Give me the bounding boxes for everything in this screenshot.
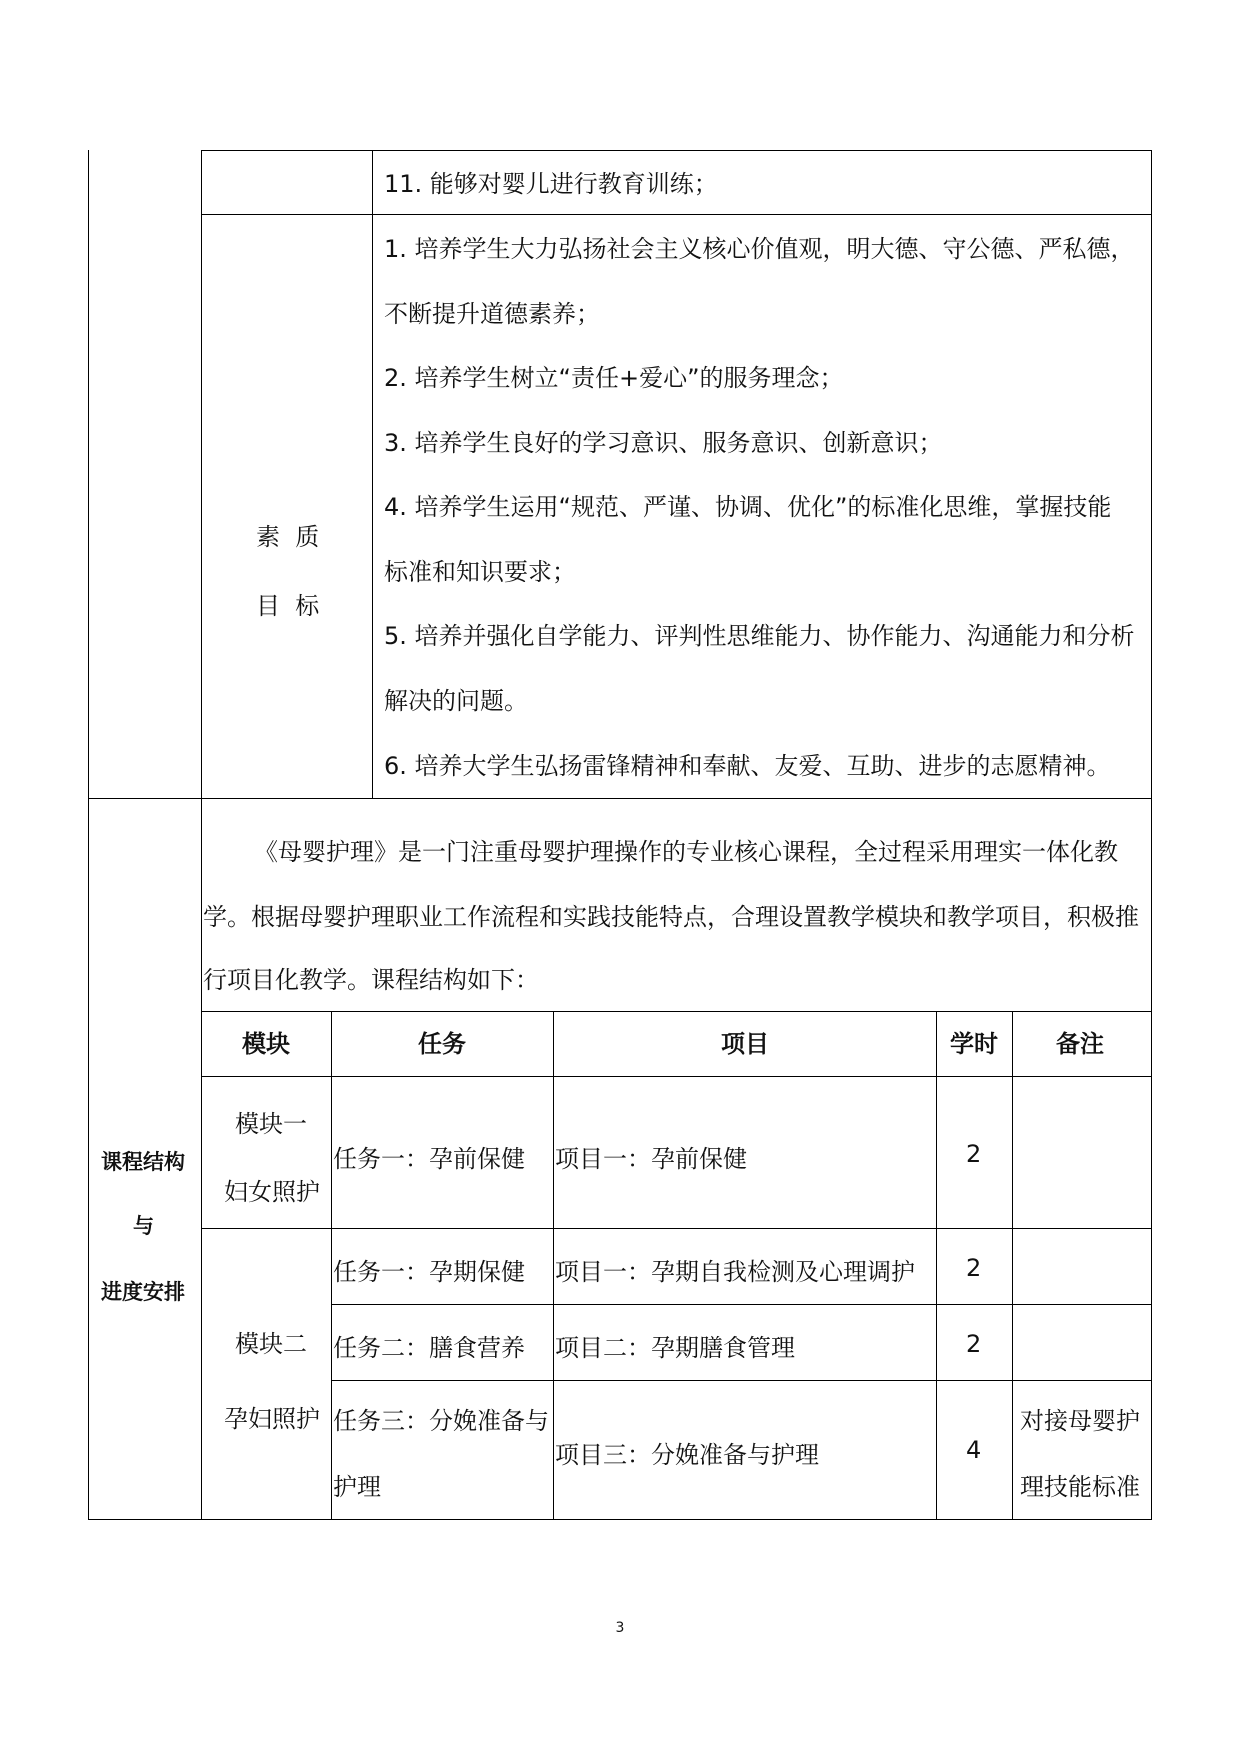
quality-goal-line: 3. 培养学生良好的学习意识、服务意识、创新意识；: [384, 429, 943, 457]
quality-goal-line: 标准和知识要求；: [384, 558, 576, 586]
module1-hours: 2: [966, 1140, 982, 1168]
module2-row2-hours: 2: [966, 1330, 982, 1358]
intro-line: 行项目化教学。课程结构如下：: [203, 966, 539, 994]
header-note: 备注: [1056, 1030, 1104, 1058]
grid-line: [201, 214, 1152, 215]
grid-line: [88, 1519, 1152, 1520]
module2-row1-task: 任务一：孕期保健: [333, 1258, 525, 1286]
module2-name-line1: 模块二: [235, 1330, 307, 1358]
grid-line: [201, 1011, 1152, 1012]
module1-task: 任务一：孕前保健: [333, 1145, 525, 1173]
grid-line: [372, 150, 373, 798]
module2-row3-note-line2: 理技能标准: [1020, 1473, 1140, 1501]
course-structure-label-line1: 课程结构: [101, 1150, 185, 1174]
quality-goal-line: 2. 培养学生树立“责任+爱心”的服务理念；: [384, 364, 844, 392]
header-project: 项目: [721, 1030, 769, 1058]
grid-line: [201, 1076, 1152, 1077]
page-number: 3: [615, 1620, 625, 1636]
quality-goal-line: 不断提升道德素养；: [384, 300, 600, 328]
grid-line: [1012, 1011, 1013, 1520]
grid-line: [88, 798, 1152, 799]
quality-goal-line: 5. 培养并强化自学能力、评判性思维能力、协作能力、沟通能力和分析: [384, 622, 1135, 650]
header-hours: 学时: [950, 1030, 998, 1058]
course-structure-label-line2: 与: [133, 1214, 154, 1238]
grid-line: [331, 1380, 1152, 1381]
grid-line: [201, 1228, 1152, 1229]
grid-line: [201, 150, 202, 1520]
course-structure-label-line3: 进度安排: [101, 1280, 185, 1304]
module1-name-line2: 妇女照护: [224, 1178, 320, 1206]
quality-goals-label-line2: 目 标: [256, 592, 320, 620]
quality-goal-line: 解决的问题。: [384, 687, 528, 715]
module2-row1-hours: 2: [966, 1254, 982, 1282]
module2-row3-hours: 4: [966, 1436, 982, 1464]
quality-goal-line: 4. 培养学生运用“规范、严谨、协调、优化”的标准化思维，掌握技能: [384, 493, 1112, 521]
skill-item-11: 11. 能够对婴儿进行教育训练；: [384, 170, 718, 198]
quality-goal-line: 6. 培养大学生弘扬雷锋精神和奉献、友爱、互助、进步的志愿精神。: [384, 752, 1111, 780]
module2-row3-project: 项目三：分娩准备与护理: [555, 1441, 819, 1469]
module1-project: 项目一：孕前保健: [555, 1145, 747, 1173]
grid-line: [553, 1011, 554, 1520]
quality-goals-label-line1: 素 质: [256, 523, 320, 551]
quality-goal-line: 1. 培养学生大力弘扬社会主义核心价值观，明大德、守公德、严私德，: [384, 235, 1135, 263]
intro-line: 学。根据母婴护理职业工作流程和实践技能特点，合理设置教学模块和教学项目，积极推: [203, 903, 1139, 931]
grid-line: [936, 1011, 937, 1520]
grid-line: [88, 150, 89, 1520]
header-module: 模块: [242, 1030, 290, 1058]
module2-name-line2: 孕妇照护: [224, 1405, 320, 1433]
grid-line: [1151, 150, 1152, 1520]
module1-name-line1: 模块一: [235, 1110, 307, 1138]
module2-row3-note-line1: 对接母婴护: [1020, 1407, 1140, 1435]
module2-row2-project: 项目二：孕期膳食管理: [555, 1334, 795, 1362]
intro-line: 《母婴护理》是一门注重母婴护理操作的专业核心课程，全过程采用理实一体化教: [254, 838, 1118, 866]
grid-line: [331, 1011, 332, 1520]
grid-line: [331, 1304, 1152, 1305]
module2-row3-task-line2: 护理: [333, 1473, 381, 1501]
module2-row1-project: 项目一：孕期自我检测及心理调护: [555, 1258, 915, 1286]
module2-row3-task-line1: 任务三：分娩准备与: [333, 1407, 549, 1435]
module2-row2-task: 任务二：膳食营养: [333, 1334, 525, 1362]
header-task: 任务: [418, 1030, 466, 1058]
grid-line: [201, 150, 1152, 151]
